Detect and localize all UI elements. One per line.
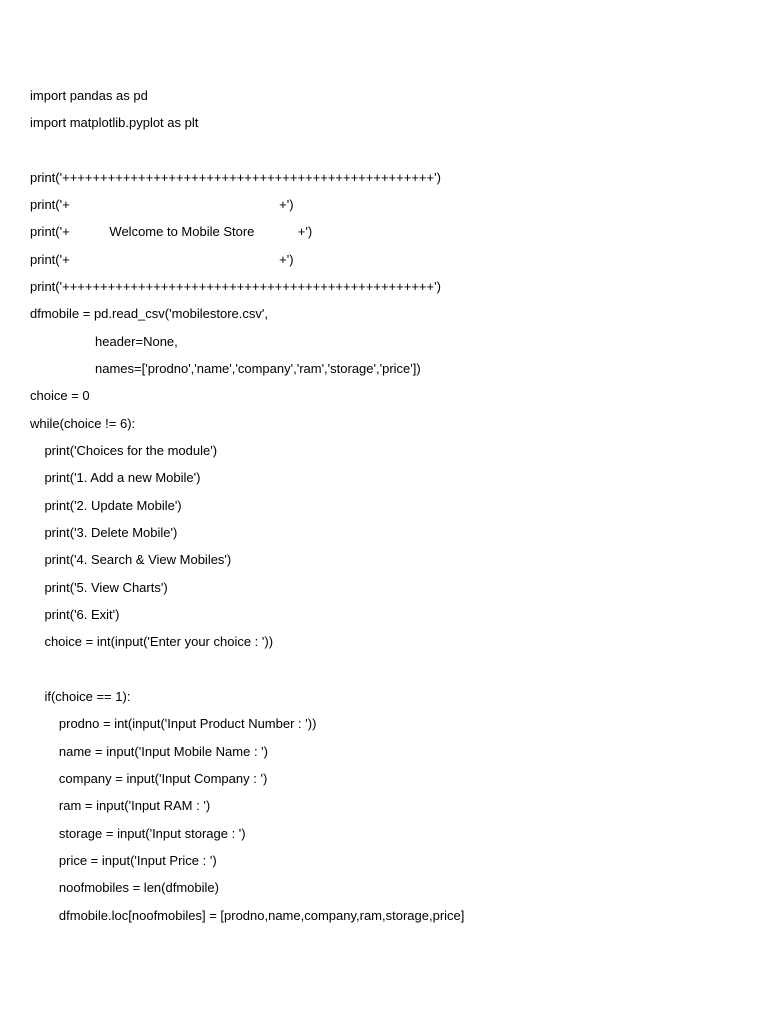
code-line-banner-bottom: print('+++++++++++++++++++++++++++++++++++++++++++++++++'): [30, 279, 441, 294]
code-line-storage-input: storage = input('Input storage : '): [30, 826, 246, 841]
code-line-print-option-1: print('1. Add a new Mobile'): [30, 470, 201, 485]
code-line-prodno-input: prodno = int(input('Input Product Number : ')): [30, 716, 317, 731]
code-line-loc-assign: dfmobile.loc[noofmobiles] = [prodno,name,company,ram,storage,price]: [30, 908, 465, 923]
code-line-print-option-3: print('3. Delete Mobile'): [30, 525, 178, 540]
code-line-print-option-2: print('2. Update Mobile'): [30, 498, 182, 513]
code-line-name-input: name = input('Input Mobile Name : '): [30, 744, 268, 759]
code-line-while: while(choice != 6):: [30, 416, 136, 431]
code-line-choice-init: choice = 0: [30, 388, 90, 403]
code-line-price-input: price = input('Input Price : '): [30, 853, 217, 868]
code-line-header-none: header=None,: [30, 334, 178, 349]
code-line-noofmobiles: noofmobiles = len(dfmobile): [30, 880, 219, 895]
code-line-ram-input: ram = input('Input RAM : '): [30, 798, 211, 813]
code-line-names: names=['prodno','name','company','ram','storage','price']): [30, 361, 421, 376]
code-line-import-pandas: import pandas as pd: [30, 88, 148, 103]
code-line-if-choice-1: if(choice == 1):: [30, 689, 131, 704]
code-line-print-option-4: print('4. Search & View Mobiles'): [30, 552, 232, 567]
code-line-print-choices: print('Choices for the module'): [30, 443, 218, 458]
code-line-print-option-6: print('6. Exit'): [30, 607, 120, 622]
code-line-banner-top: print('+++++++++++++++++++++++++++++++++++++++++++++++++'): [30, 170, 441, 185]
code-line-banner-blank-1: print('+ +'): [30, 197, 294, 212]
code-line-import-matplotlib: import matplotlib.pyplot as plt: [30, 115, 199, 130]
code-line-company-input: company = input('Input Company : '): [30, 771, 268, 786]
code-line-print-option-5: print('5. View Charts'): [30, 580, 168, 595]
code-line-read-csv: dfmobile = pd.read_csv('mobilestore.csv',: [30, 306, 268, 321]
code-line-banner-welcome: print('+ Welcome to Mobile Store +'): [30, 224, 313, 239]
code-line-banner-blank-2: print('+ +'): [30, 252, 294, 267]
code-line-choice-input: choice = int(input('Enter your choice : ')): [30, 634, 274, 649]
